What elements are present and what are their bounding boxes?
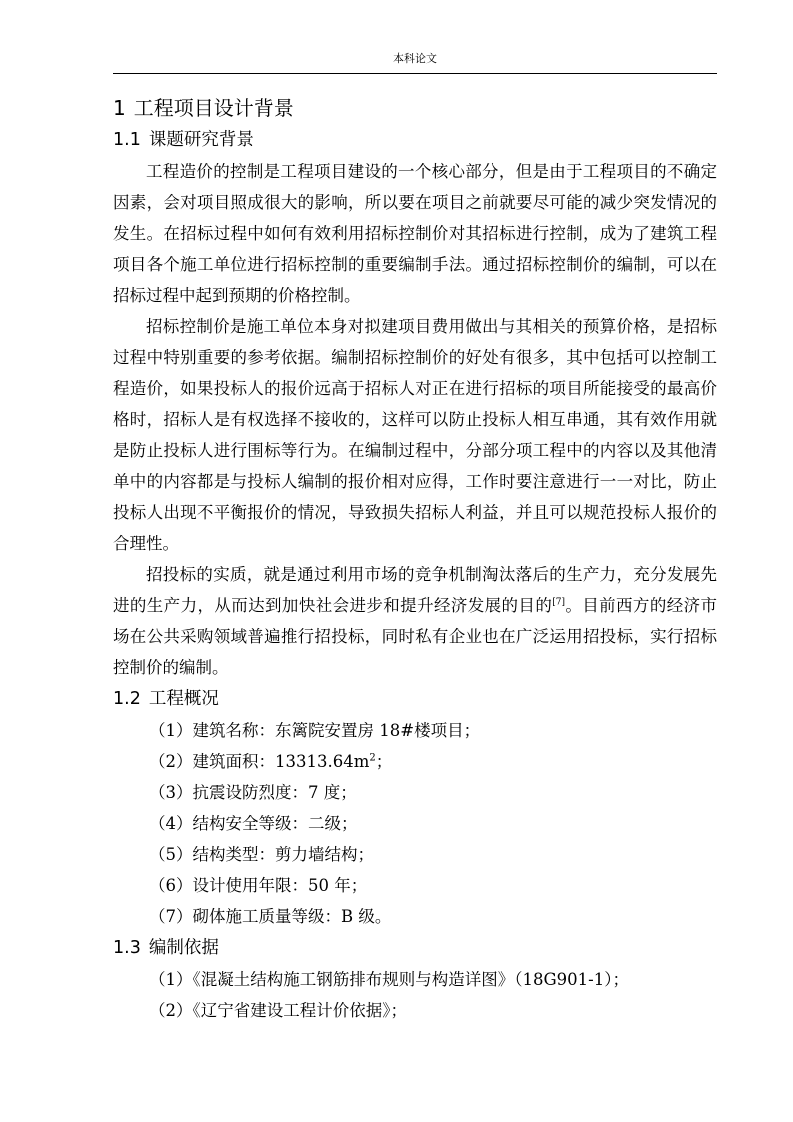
page-header: 本科论文 xyxy=(393,52,437,65)
list-item: （3）抗震设防烈度：7 度； xyxy=(149,783,357,802)
section-1-2-number: 1.2 xyxy=(113,689,141,709)
paragraph-3-text-a: 招投标的实质，就是通过利用市场的竞争机制淘汰落后的生产力，充分发展先进的生产力，从而达到加快社会进步和提升经济发展的目的 xyxy=(113,565,717,615)
section-1-title: 工程项目设计背景 xyxy=(133,96,294,120)
section-1-2-heading xyxy=(113,683,717,715)
section-1-heading xyxy=(113,92,717,124)
basis-list xyxy=(113,964,717,1026)
area-text: （2）建筑面积：13313.64m xyxy=(149,752,370,771)
section-1-1-number: 1.1 xyxy=(113,130,141,150)
list-item: （6）设计使用年限：50 年； xyxy=(149,876,368,895)
project-overview-list xyxy=(113,715,717,932)
paragraph-3-text-b: 。目前西方的经济市场在公共采购领域普遍推行招投标，同时私有企业也在广泛运用招投标，实行招标控制价的编制。 xyxy=(113,596,718,677)
header-rule xyxy=(113,73,717,74)
section-1-1-title: 课题研究背景 xyxy=(148,130,254,150)
area-exponent: 2 xyxy=(369,752,376,764)
list-item: （1）《混凝土结构施工钢筋排布规则与构造详图》（18G901-1）； xyxy=(149,970,629,989)
section-1-2-title: 工程概况 xyxy=(148,689,219,709)
page-content xyxy=(113,92,717,1026)
list-item: （4）结构安全等级：二级； xyxy=(149,814,358,833)
section-1-3-heading xyxy=(113,932,717,964)
list-item: （1）建筑名称：东篱院安置房 18#楼项目； xyxy=(149,721,481,740)
paragraph-2: 招标控制价是施工单位本身对拟建项目费用做出与其相关的预算价格，是招标过程中特别重要的参考依据。编制招标控制价的好处有很多，其中包括可以控制工程造价，如果投标人的报价远高于招标人对正在进行招标的项目所能接受的最高价格时，招标人是有权选择不接收的，这样可以防止投标人相互串通，其有效作用就是防止投标人进行围标等行为。在编制过程中，分部分项工程中的内容以及其他清单中的内容都是与投标人编制的报价相对应得，工作时要注意进行一一对比，防止投标人出现不平衡报价的情况，导致损失招标人利益，并且可以规范投标人报价的合理性。 xyxy=(113,317,717,553)
section-1-3-number: 1.3 xyxy=(113,938,141,958)
area-suffix: ； xyxy=(375,752,393,771)
section-1-number: 1 xyxy=(113,96,126,120)
list-item: （2）《辽宁省建设工程计价依据》； xyxy=(149,1001,407,1020)
section-1-3-title: 编制依据 xyxy=(148,938,219,958)
list-item: （7）砌体施工质量等级：B 级。 xyxy=(149,907,392,926)
list-item: （5）结构类型：剪力墙结构； xyxy=(149,845,374,864)
section-1-1-heading xyxy=(113,124,717,156)
list-item xyxy=(113,746,717,777)
citation-ref: [7] xyxy=(552,597,565,608)
paragraph-1: 工程造价的控制是工程项目建设的一个核心部分，但是由于工程项目的不确定因素，会对项目照成很大的影响，所以要在项目之前就要尽可能的减少突发情况的发生。在招标过程中如何有效利用招标控制价对其招标进行控制，成为了建筑工程项目各个施工单位进行招标控制的重要编制手法。通过招标控制价的编制，可以在招标过程中起到预期的价格控制。 xyxy=(113,162,717,305)
paragraph-3 xyxy=(113,559,717,683)
